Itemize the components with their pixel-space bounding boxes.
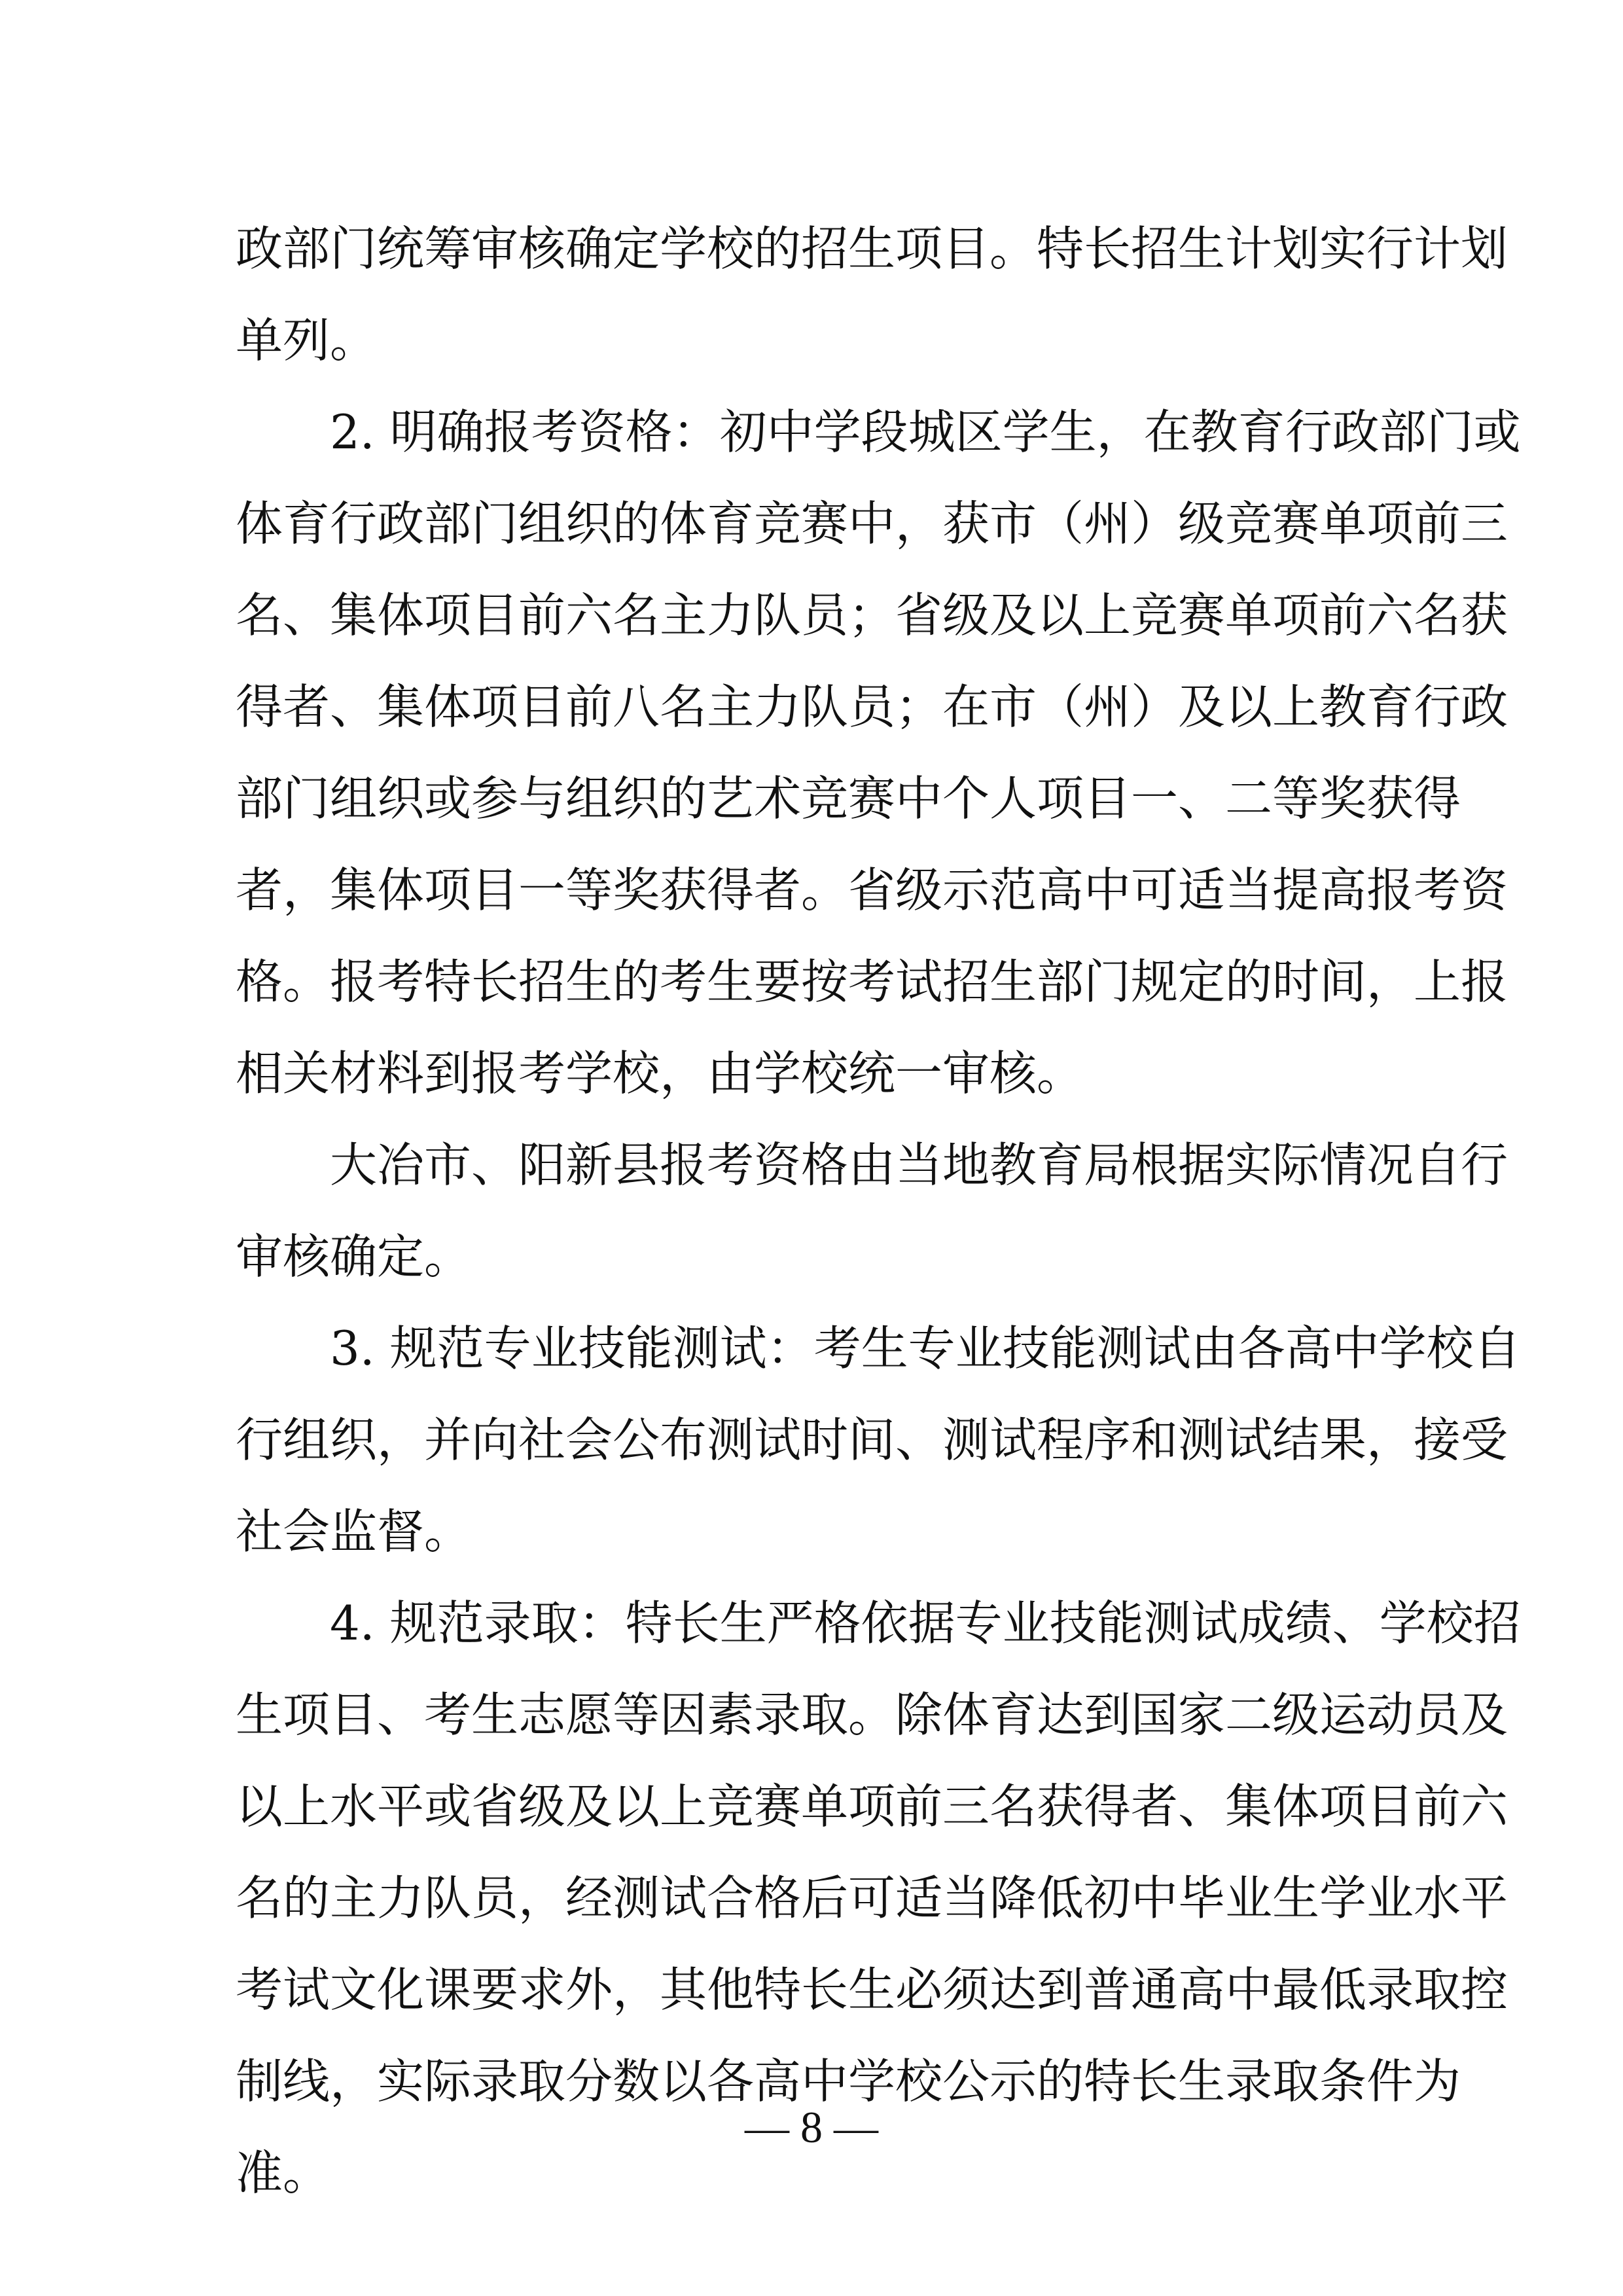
text-line: 相关材料到报考学校，由学校统一审核。: [236, 1046, 1084, 1101]
text-line: 4. 规范录取：特长生严格依据专业技能测试成绩、学校招: [236, 1596, 1521, 1651]
text-line: 格。报考特长招生的考生要按考试招生部门规定的时间，上报: [236, 954, 1508, 1009]
text-line: 生项目、考生志愿等因素录取。除体育达到国家二级运动员及: [236, 1687, 1508, 1742]
text-line: 行组织，并向社会公布测试时间、测试程序和测试结果，接受: [236, 1412, 1508, 1467]
text-line: 大冶市、阳新县报考资格由当地教育局根据实际情况自行: [236, 1138, 1508, 1193]
text-line: 单列。: [236, 313, 378, 368]
text-line: 2. 明确报考资格：初中学段城区学生，在教育行政部门或: [236, 404, 1521, 459]
text-line: 政部门统筹审核确定学校的招生项目。特长招生计划实行计划: [236, 221, 1508, 276]
text-line: 者，集体项目一等奖获得者。省级示范高中可适当提高报考资: [236, 863, 1508, 918]
text-line: 名的主力队员，经测试合格后可适当降低初中毕业生学业水平: [236, 1871, 1508, 1926]
text-line: 考试文化课要求外，其他特长生必须达到普通高中最低录取控: [236, 1962, 1508, 2017]
text-line: 以上水平或省级及以上竞赛单项前三名获得者、集体项目前六: [236, 1779, 1508, 1834]
text-line: 体育行政部门组织的体育竞赛中，获市（州）级竞赛单项前三: [236, 496, 1508, 551]
page-number: — 8 —: [745, 2102, 878, 2152]
text-line: 部门组织或参与组织的艺术竞赛中个人项目一、二等奖获得: [236, 771, 1461, 826]
text-line: 3. 规范专业技能测试：考生专业技能测试由各高中学校自: [236, 1321, 1521, 1376]
text-line: 得者、集体项目前八名主力队员；在市（州）及以上教育行政: [236, 679, 1508, 734]
text-line: 社会监督。: [236, 1504, 472, 1559]
text-line: 审核确定。: [236, 1229, 472, 1284]
text-line: 名、集体项目前六名主力队员；省级及以上竞赛单项前六名获: [236, 588, 1508, 643]
text-line: 制线，实际录取分数以各高中学校公示的特长生录取条件为: [236, 2054, 1461, 2109]
text-line: 准。: [236, 2145, 330, 2200]
